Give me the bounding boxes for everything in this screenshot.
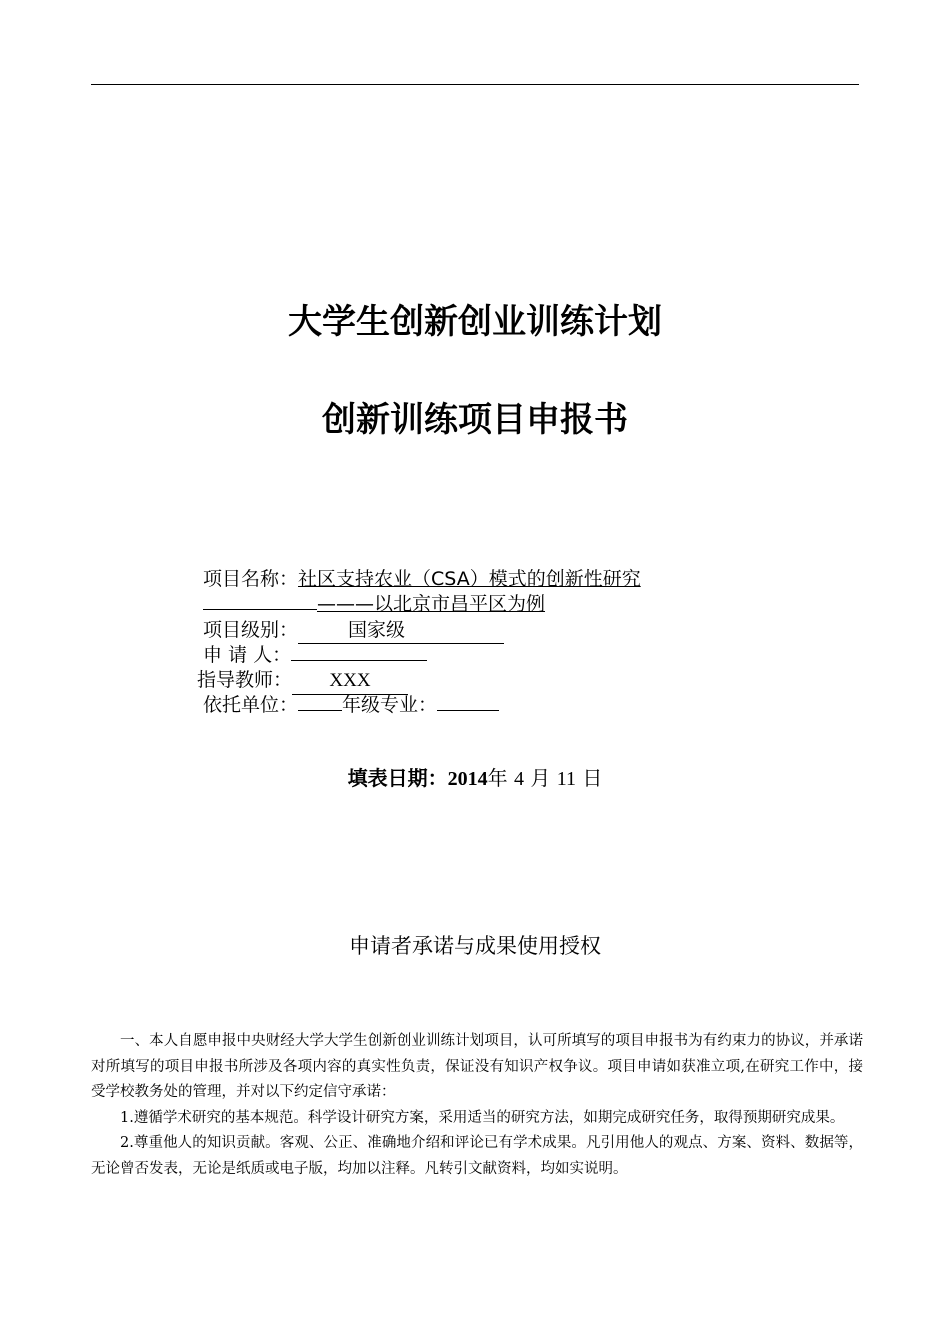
grade-field [437, 692, 499, 711]
project-name-row [203, 566, 641, 592]
applicant-field [291, 642, 427, 661]
commitment-paragraph: 1.遵循学术研究的基本规范。科学设计研究方案，采用适当的研究方法，如期完成研究任务，取得预期研究成果。 [120, 1109, 845, 1126]
applicant-row [203, 642, 427, 668]
project-level-field [298, 617, 504, 644]
fill-date-day-unit: 日 [582, 766, 603, 790]
document-title: 大学生创新创业训练计划 [288, 302, 662, 342]
project-level-label: 项目级别： [203, 619, 299, 641]
fill-date-year: 2014 [447, 768, 488, 790]
section-heading: 申请者承诺与成果使用授权 [349, 934, 601, 958]
unit-label: 依托单位： [203, 694, 299, 716]
fill-date-label: 填表日期： [347, 766, 448, 790]
applicant-label: 申 请 人： [203, 644, 292, 666]
advisor-value: XXX [292, 668, 408, 695]
commitment-text [91, 1029, 863, 1182]
fill-date-month-unit: 月 [530, 766, 551, 790]
top-rule [91, 84, 859, 85]
project-name-label: 项目名称： [203, 568, 299, 590]
project-level-row [203, 617, 504, 644]
advisor-row [197, 667, 408, 695]
fill-date-year-unit: 年 [487, 766, 508, 790]
unit-row [203, 692, 499, 718]
fill-date-day: 11 [556, 768, 576, 790]
project-subtitle-value: ———以北京市昌平区为例 [317, 593, 546, 615]
project-level-value: 国家级 [348, 619, 406, 641]
subtitle-blank-line [203, 591, 317, 610]
advisor-label: 指导教师： [197, 669, 293, 691]
project-name-value: 社区支持农业（CSA）模式的创新性研究 [298, 568, 641, 590]
document-subtitle: 创新训练项目申报书 [322, 400, 628, 440]
project-subtitle-row [203, 591, 545, 617]
grade-label: 年级专业： [342, 694, 438, 716]
commitment-paragraph: 一、本人自愿申报中央财经大学大学生创新创业训练计划项目，认可所填写的项目申报书为有约束力的协议，并承诺对所填写的项目申报书所涉及各项内容的真实性负责，保证没有知识产权争议。项目申请如获准立项,在研究工作中，接受学校教务处的管理，并对以下约定信守承诺： [91, 1033, 863, 1100]
unit-field [298, 692, 342, 711]
fill-date [0, 765, 950, 792]
fill-date-month: 4 [514, 768, 524, 790]
commitment-paragraph: 2.尊重他人的知识贡献。客观、公正、准确地介绍和评论已有学术成果。凡引用他人的观点、方案、资料、数据等，无论曾否发表，无论是纸质或电子版，均加以注释。凡转引文献资料，均如实说明。 [91, 1135, 863, 1177]
